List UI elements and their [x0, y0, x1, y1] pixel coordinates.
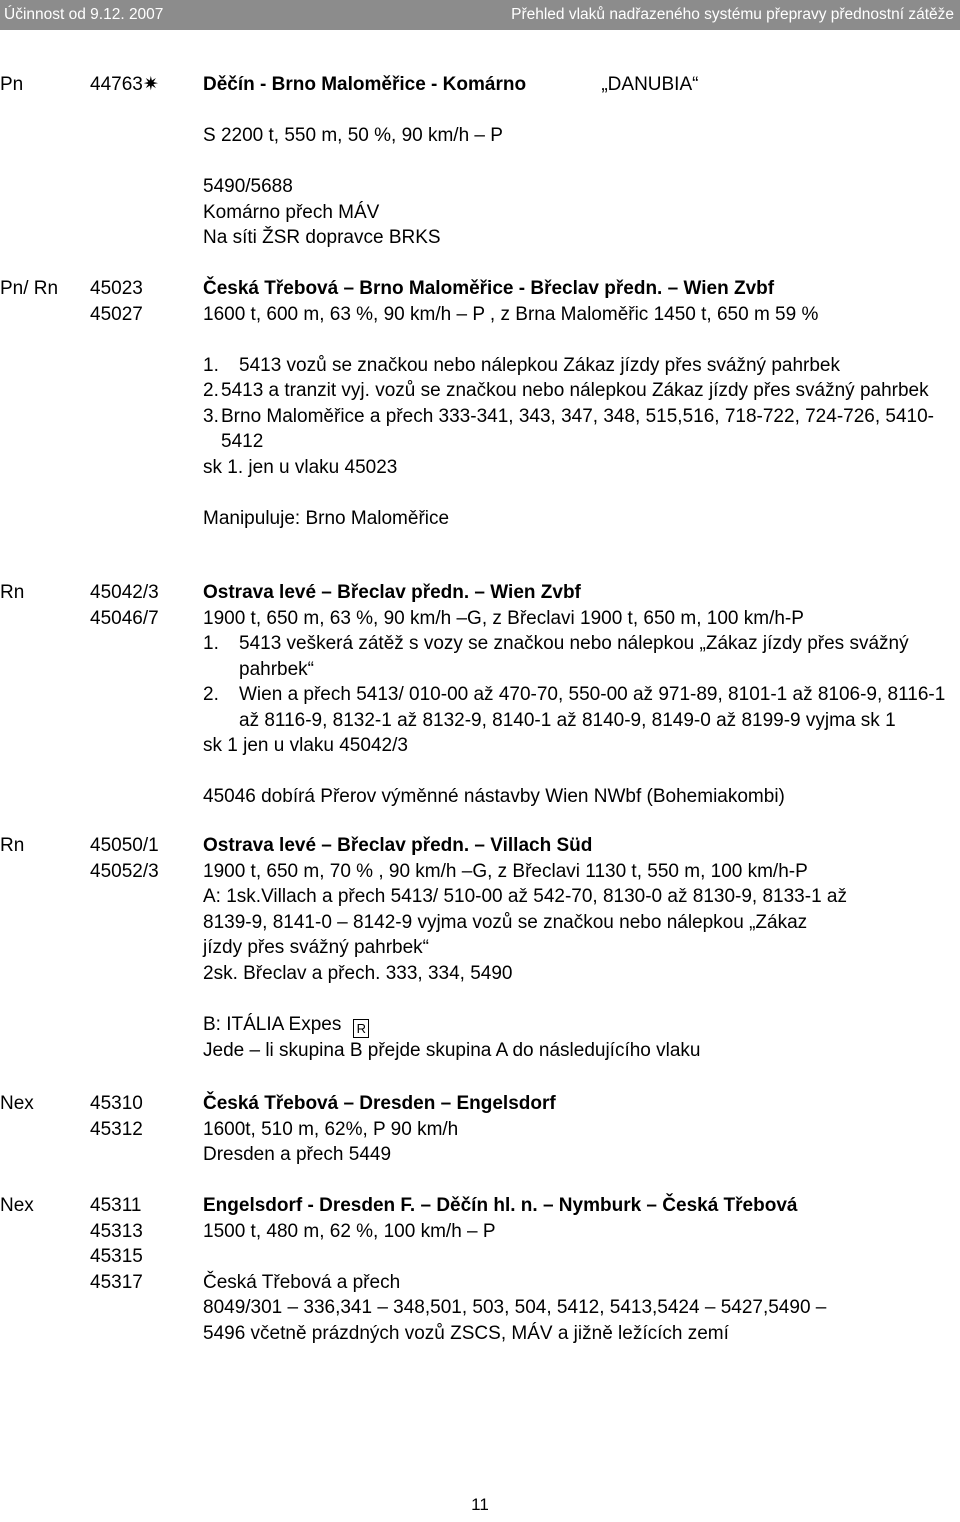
group-a-line: 8139-9, 8141-0 – 8142-9 vyjma vozů se značkou nebo nálepkou „Zákaz	[203, 911, 808, 933]
train-type: Pn	[0, 74, 24, 95]
train-number: 45042/3	[90, 582, 159, 603]
train-type: Nex	[0, 1093, 34, 1114]
train-type: Rn	[0, 582, 25, 603]
route-text: Česká Třebová – Brno Maloměřice - Břeclav předn.	[203, 278, 663, 299]
extra-note: 45046 dobírá Přerov výměnné nástavby Wien NWbf (Bohemiakombi)	[203, 786, 785, 807]
item-text: Wien a přech 5413/ 010-00 až 470-70, 550-00 až 971-89, 8101-1 až 8106-9, 8116-1 až 8116-9, 8132-1 až 8132-9, 8140-1 až 8140-9, 8149-0 až 8199-9 vyjma sk 1	[239, 684, 946, 731]
note-line: Komárno přech MÁV	[203, 201, 380, 223]
train-parameters: 1900 t, 650 m, 63 %, 90 km/h –G, z Břeclavi 1900 t, 650 m, 100 km/h-P	[203, 607, 804, 629]
train-type: Pn/ Rn	[0, 278, 59, 299]
group-a-line: A: 1sk.Villach a přech 5413/ 510-00 až 542-70, 8130-0 až 8130-9, 8133-1 až	[203, 886, 847, 907]
group-item	[203, 378, 948, 404]
item-marker: 1.	[203, 633, 219, 654]
train-route	[203, 276, 948, 302]
note-line: 5490/5688	[203, 176, 293, 197]
train-number: 45317	[90, 1271, 143, 1293]
train-name: „DANUBIA“	[601, 74, 699, 95]
train-number: 45046/7	[90, 607, 159, 629]
page-header	[0, 0, 960, 30]
train-numbers	[90, 276, 143, 327]
train-route: Ostrava levé – Břeclav předn. – Villach Süd	[203, 835, 593, 856]
note-line: 8049/301 – 336,341 – 348,501, 503, 504, 5412, 5413,5424 – 5427,5490 –	[203, 1297, 827, 1318]
blank-line	[203, 1244, 948, 1270]
train-number: 45027	[90, 303, 143, 325]
header-document-title: Přehled vlaků nadřazeného systému přepravy přednostní zátěže	[511, 6, 954, 23]
train-route	[203, 72, 948, 98]
group-item	[203, 682, 948, 733]
train-number: 45023	[90, 278, 143, 299]
route-text: Děčín - Brno Maloměřice - Komárno	[203, 74, 527, 95]
train-type: Nex	[0, 1195, 34, 1216]
page-number: 11	[471, 1495, 489, 1514]
item-text: 5413 vozů se značkou nebo nálepkou Zákaz jízdy přes svážný pahrbek	[239, 354, 840, 376]
train-parameters: S 2200 t, 550 m, 50 %, 90 km/h – P	[203, 125, 503, 146]
group-item	[203, 404, 948, 455]
group-item	[203, 353, 948, 379]
train-details	[203, 276, 948, 531]
note-line: 5496 včetně prázdných vozů ZSCS, MÁV a jižně ležících zemí	[203, 1322, 729, 1344]
train-number: 45052/3	[90, 860, 159, 882]
note-line: sk 1 jen u vlaku 45042/3	[203, 735, 408, 756]
train-parameters: 1600 t, 600 m, 63 %, 90 km/h – P , z Brna Maloměřic 1450 t, 650 m 59 %	[203, 303, 819, 325]
item-text: 5413 veškerá zátěž s vozy se značkou nebo nálepkou „Zákaz jízdy přes svážný pahrbek“	[239, 633, 909, 680]
train-number: 45050/1	[90, 835, 159, 856]
group-a-line: jízdy přes svážný pahrbek“	[203, 937, 429, 958]
item-text: 5413 a tranzit vyj. vozů se značkou nebo nálepkou Zákaz jízdy přes svážný pahrbek	[221, 380, 929, 401]
train-route: Česká Třebová – Dresden – Engelsdorf	[203, 1093, 556, 1114]
note-line: Dresden a přech 5449	[203, 1144, 392, 1165]
train-details	[203, 1091, 948, 1168]
train-numbers	[90, 1193, 143, 1295]
train-route: Ostrava levé – Břeclav předn. – Wien Zvbf	[203, 582, 581, 603]
train-details	[203, 580, 948, 810]
train-number: 45313	[90, 1220, 143, 1242]
train-details	[203, 833, 948, 1063]
train-number: 44763✷	[90, 74, 159, 95]
item-marker: 2.	[203, 380, 219, 401]
group-item	[203, 631, 948, 682]
train-parameters: 1600t, 510 m, 62%, P 90 km/h	[203, 1118, 459, 1140]
train-numbers	[90, 1091, 143, 1142]
route-destination: – Wien Zvbf	[662, 278, 775, 299]
train-number: 45312	[90, 1118, 143, 1140]
manipulation-note: Manipuluje: Brno Maloměřice	[203, 507, 450, 529]
registered-r-icon: R	[353, 1019, 369, 1038]
train-type: Rn	[0, 835, 25, 856]
train-numbers	[90, 72, 159, 98]
group-b-note: Jede – li skupina B přejde skupina A do následujícího vlaku	[203, 1039, 701, 1061]
item-text: Brno Maloměřice a přech 333-341, 343, 347, 348, 515,516, 718-722, 724-726, 5410- 5412	[221, 405, 935, 452]
train-numbers	[90, 833, 159, 884]
item-marker: 1.	[203, 354, 219, 376]
train-number: 45315	[90, 1246, 143, 1267]
note-line: sk 1. jen u vlaku 45023	[203, 456, 398, 478]
note-line: Česká Třebová a přech	[203, 1271, 401, 1293]
train-parameters: 1900 t, 650 m, 70 % , 90 km/h –G, z Břeclavi 1130 t, 550 m, 100 km/h-P	[203, 860, 808, 882]
note-line: Na síti ŽSR dopravce BRKS	[203, 227, 441, 248]
train-numbers	[90, 580, 159, 631]
group-b-label: B: ITÁLIA Expes	[203, 1013, 342, 1035]
item-marker: 3.	[203, 405, 219, 427]
train-details	[203, 1193, 948, 1346]
train-parameters: 1500 t, 480 m, 62 %, 100 km/h – P	[203, 1220, 496, 1242]
train-route: Engelsdorf - Dresden F. – Děčín hl. n. – Nymburk – Česká Třebová	[203, 1195, 798, 1216]
item-marker: 2.	[203, 684, 219, 705]
group-b-line	[203, 1012, 948, 1038]
train-details	[203, 72, 948, 251]
train-number: 45310	[90, 1093, 143, 1114]
group-a-line: 2sk. Břeclav a přech. 333, 334, 5490	[203, 962, 513, 984]
train-number: 45311	[90, 1195, 142, 1216]
header-effective-date: Účinnost od 9.12. 2007	[4, 6, 164, 23]
